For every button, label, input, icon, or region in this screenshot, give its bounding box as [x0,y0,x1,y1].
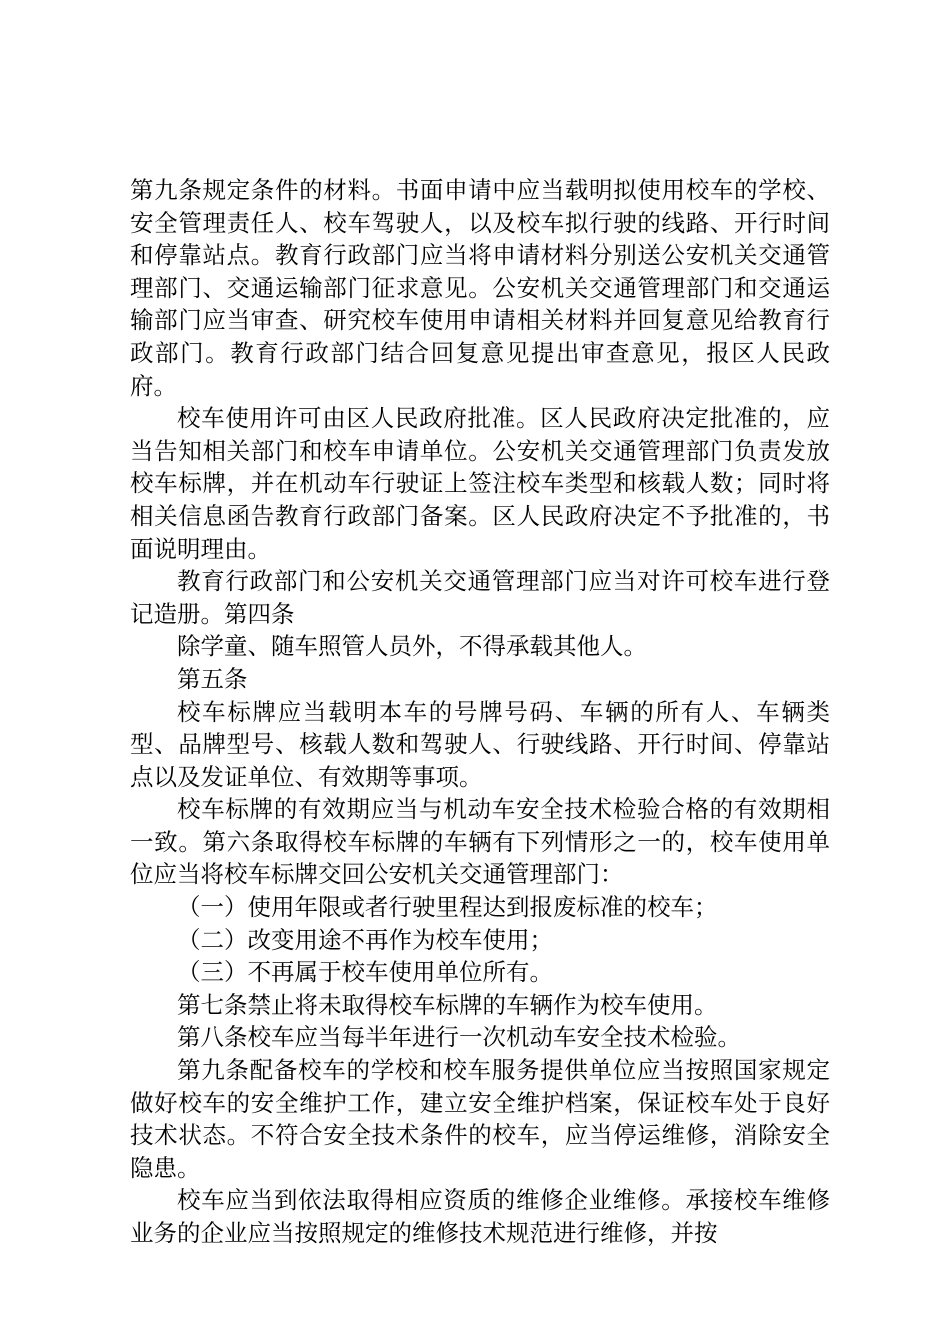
list-item-2: （二）改变用途不再作为校车使用； [177,925,553,954]
paragraph-2: 校车使用许可由区人民政府批准。区人民政府决定批准的，应当告知相关部门和校车申请单位。公安机关交通管理部门负责发放校车标牌，并在机动车行驶证上签注校车类型和核载人数；同时将相关信息函告教育行政部门备案。区人民政府决定不予批准的，书面说明理由。 [130,404,830,563]
article-heading-5: 第五条 [177,664,248,693]
list-item-1: （一）使用年限或者行驶里程达到报废标准的校车； [177,893,718,922]
document-body [130,174,830,1250]
paragraph-article-8: 第八条校车应当每半年进行一次机动车安全技术检验。 [177,1023,741,1052]
paragraph-article-7: 第七条禁止将未取得校车标牌的车辆作为校车使用。 [177,990,718,1019]
paragraph-4: 除学童、随车照管人员外，不得承载其他人。 [177,632,647,661]
paragraph-3: 教育行政部门和公安机关交通管理部门应当对许可校车进行登记造册。第四条 [130,567,830,628]
paragraph-1: 第九条规定条件的材料。书面申请中应当载明拟使用校车的学校、安全管理责任人、校车驾驶人，以及校车拟行驶的线路、开行时间和停靠站点。教育行政部门应当将申请材料分别送公安机关交通管理部门、交通运输部门征求意见。公安机关交通管理部门和交通运输部门应当审查、研究校车使用申请相关材料并回复意见给教育行政部门。教育行政部门结合回复意见提出审查意见，报区人民政府。 [130,176,830,400]
list-item-3: （三）不再属于校车使用单位所有。 [177,958,553,987]
paragraph-6: 校车标牌应当载明本车的号牌号码、车辆的所有人、车辆类型、品牌型号、核载人数和驾驶人、行驶线路、开行时间、停靠站点以及发证单位、有效期等事项。 [130,697,830,791]
paragraph-repair: 校车应当到依法取得相应资质的维修企业维修。承接校车维修业务的企业应当按照规定的维修技术规范进行维修，并按 [130,1186,830,1247]
paragraph-7: 校车标牌的有效期应当与机动车安全技术检验合格的有效期相一致。第六条取得校车标牌的车辆有下列情形之一的，校车使用单位应当将校车标牌交回公安机关交通管理部门： [130,795,830,889]
paragraph-article-9: 第九条配备校车的学校和校车服务提供单位应当按照国家规定做好校车的安全维护工作，建立安全维护档案，保证校车处于良好技术状态。不符合安全技术条件的校车，应当停运维修，消除安全隐患。 [130,1056,830,1182]
